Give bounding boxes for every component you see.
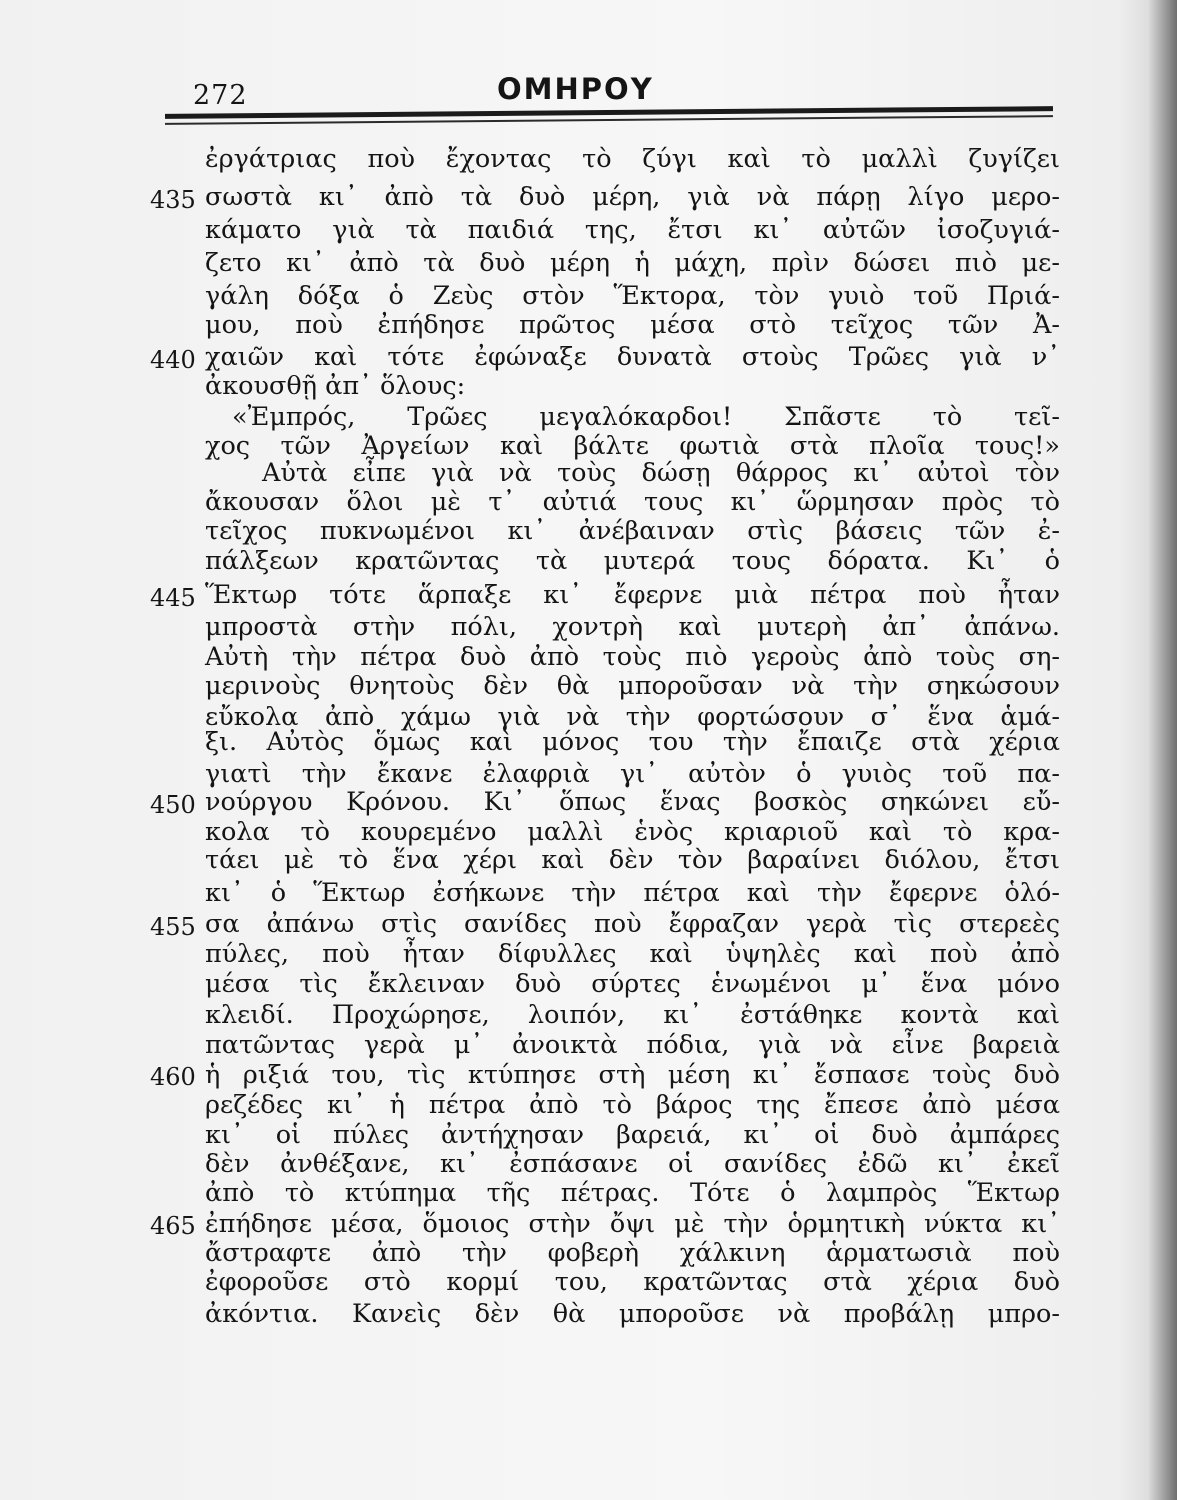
text-line: ἄκουσαν ὅλοι μὲ τ᾿ αὐτιά τους κι᾿ ὥρμησαν πρὸς τὸ [205, 487, 1060, 517]
text-line: μερινοὺς θνητοὺς δὲν θὰ μποροῦσαν νὰ τὴν σηκώσουν [205, 671, 1060, 701]
text-line: σωστὰ κι᾿ ἀπὸ τὰ δυὸ μέρη, γιὰ νὰ πάρῃ λίγο μερο- [205, 182, 1060, 212]
text-line: δὲν ἀνθέξανε, κι᾿ ἐσπάσανε οἱ σανίδες ἐδῶ κι᾿ ἐκεῖ [205, 1149, 1060, 1179]
text-line: ἀπὸ τὸ κτύπημα τῆς πέτρας. Τότε ὁ λαμπρὸς Ἕκτωρ [205, 1178, 1060, 1208]
text-line: εὔκολα ἀπὸ χάμω γιὰ νὰ τὴν φορτώσουν σ᾿ ἕνα ἁμά- [205, 702, 1060, 732]
line-number: 445 [150, 584, 196, 612]
text-line: πατῶντας γερὰ μ᾿ ἀνοικτὰ πόδια, γιὰ νὰ εἶνε βαρειὰ [205, 1030, 1060, 1060]
line-number: 450 [150, 791, 196, 819]
text-line: ἄστραφτε ἀπὸ τὴν φοβερὴ χάλκινη ἁρματωσιὰ ποὺ [205, 1238, 1060, 1268]
text-line: ἀκουσθῇ ἀπ᾿ ὅλους: [205, 371, 466, 401]
text-line: νούργου Κρόνου. Κι᾿ ὅπως ἕνας βοσκὸς σηκώνει εὔ- [205, 787, 1060, 817]
text-line: Αὐτὰ εἶπε γιὰ νὰ τοὺς δώσῃ θάρρος κι᾿ αὐτοὶ τὸν [262, 458, 1060, 488]
text-line: χαιῶν καὶ τότε ἐφώναξε δυνατὰ στοὺς Τρῶες γιὰ ν᾿ [205, 342, 1060, 372]
text-line: τάει μὲ τὸ ἕνα χέρι καὶ δὲν τὸν βαραίνει διόλου, ἔτσι [205, 845, 1060, 875]
text-line: «Ἐμπρός, Τρῶες μεγαλόκαρδοι! Σπᾶστε τὸ τεῖ- [232, 402, 1060, 432]
text-line: μέσα τὶς ἔκλειναν δυὸ σύρτες ἑνωμένοι μ᾿ ἕνα μόνο [205, 969, 1060, 999]
line-number: 435 [150, 186, 196, 214]
text-line: ἐργάτριας ποὺ ἔχοντας τὸ ζύγι καὶ τὸ μαλλὶ ζυγίζει [205, 144, 1060, 174]
text-line: ἐπήδησε μέσα, ὅμοιος στὴν ὄψι μὲ τὴν ὁρμητικὴ νύκτα κι᾿ [205, 1209, 1060, 1239]
text-line: γιατὶ τὴν ἔκανε ἐλαφριὰ γι᾿ αὐτὸν ὁ γυιὸς τοῦ πα- [205, 759, 1060, 789]
running-title: ΟΜΗΡΟΥ [497, 72, 654, 106]
text-line: Αὐτὴ τὴν πέτρα δυὸ ἀπὸ τοὺς πιὸ γεροὺς ἀπὸ τοὺς ση- [205, 642, 1060, 672]
line-number: 465 [150, 1212, 196, 1240]
text-line: Ἕκτωρ τότε ἅρπαξε κι᾿ ἔφερνε μιὰ πέτρα ποὺ ἦταν [205, 580, 1060, 610]
text-line: σα ἀπάνω στὶς σανίδες ποὺ ἔφραζαν γερὰ τὶς στερεὲς [205, 909, 1060, 939]
line-number: 460 [150, 1063, 196, 1091]
text-line: ξι. Αὐτὸς ὅμως καὶ μόνος του τὴν ἔπαιζε στὰ χέρια [205, 727, 1060, 757]
line-number: 440 [150, 346, 196, 374]
text-line: ἐφοροῦσε στὸ κορμί του, κρατῶντας στὰ χέρια δυὸ [205, 1267, 1060, 1297]
text-line: τεῖχος πυκνωμένοι κι᾿ ἀνέβαιναν στὶς βάσεις τῶν ἐ- [205, 516, 1060, 546]
text-line: ἡ ριξιά του, τὶς κτύπησε στὴ μέση κι᾿ ἔσπασε τοὺς δυὸ [205, 1060, 1060, 1090]
text-line: κάματο γιὰ τὰ παιδιά της, ἔτσι κι᾿ αὐτῶν ἰσοζυγιά- [205, 215, 1060, 245]
text-line: ζετο κι᾿ ἀπὸ τὰ δυὸ μέρη ἡ μάχη, πρὶν δώσει πιὸ με- [205, 248, 1060, 278]
text-line: πύλες, ποὺ ἦταν δίφυλλες καὶ ὑψηλὲς καὶ ποὺ ἀπὸ [205, 939, 1060, 969]
text-line: μπροστὰ στὴν πόλι, χοντρὴ καὶ μυτερὴ ἀπ᾿ ἀπάνω. [205, 612, 1060, 642]
text-line: ἀκόντια. Κανεὶς δὲν θὰ μποροῦσε νὰ προβάλῃ μπρο- [205, 1299, 1060, 1329]
text-line: κι᾿ ὁ Ἕκτωρ ἐσήκωνε τὴν πέτρα καὶ τὴν ἔφερνε ὁλό- [205, 878, 1060, 908]
text-line: χος τῶν Ἀργείων καὶ βάλτε φωτιὰ στὰ πλοῖα τους!» [205, 431, 1060, 461]
page-number: 272 [193, 80, 248, 111]
text-line: ρεζέδες κι᾿ ἡ πέτρα ἀπὸ τὸ βάρος της ἔπεσε ἀπὸ μέσα [205, 1090, 1060, 1120]
text-line: κλειδί. Προχώρησε, λοιπόν, κι᾿ ἐστάθηκε κοντὰ καὶ [205, 1000, 1060, 1030]
text-line: γάλη δόξα ὁ Ζεὺς στὸν Ἕκτορα, τὸν γυιὸ τοῦ Πριά- [205, 281, 1060, 311]
text-line: μου, ποὺ ἐπήδησε πρῶτος μέσα στὸ τεῖχος τῶν Ἀ- [205, 310, 1060, 340]
text-line: κολα τὸ κουρεμένο μαλλὶ ἑνὸς κριαριοῦ καὶ τὸ κρα- [205, 817, 1060, 847]
text-line: πάλξεων κρατῶντας τὰ μυτερά τους δόρατα. Κι᾿ ὁ [205, 546, 1060, 576]
text-line: κι᾿ οἱ πύλες ἀντήχησαν βαρειά, κι᾿ οἱ δυὸ ἀμπάρες [205, 1120, 1060, 1150]
line-number: 455 [150, 913, 196, 941]
